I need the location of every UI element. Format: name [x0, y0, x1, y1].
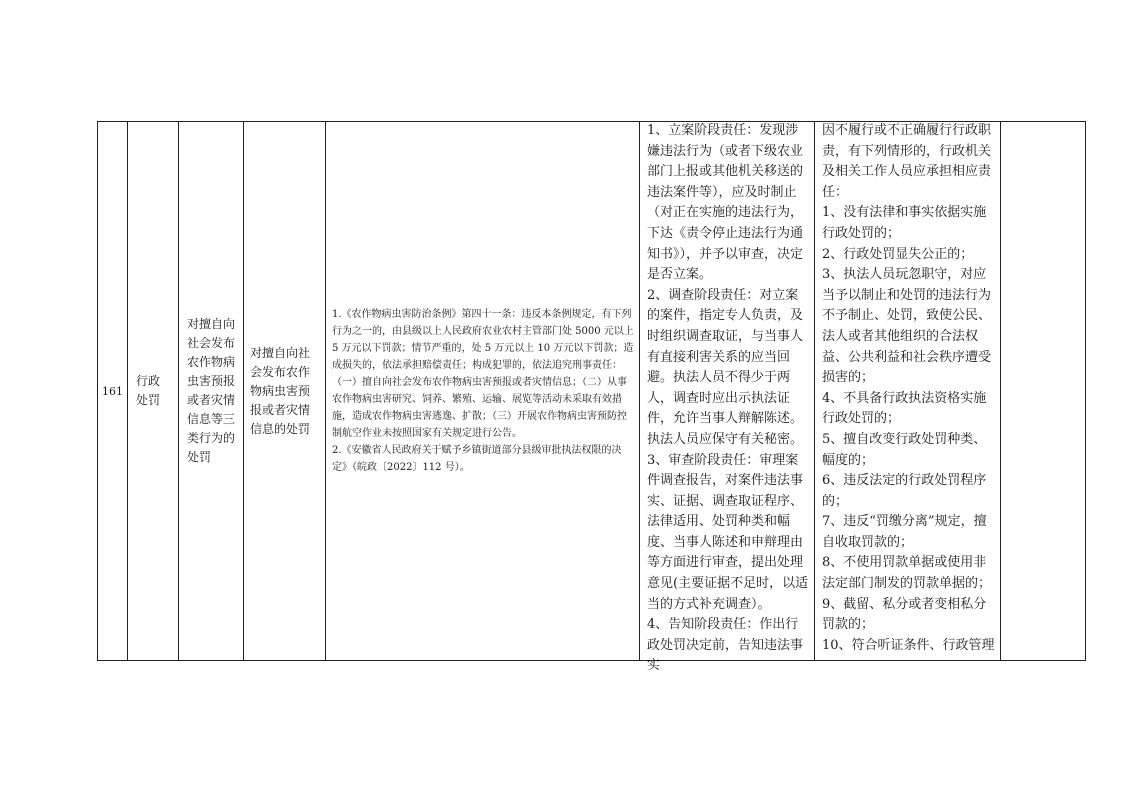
accountability-item: 1、没有法律和事实依据实施行政处罚的； — [822, 205, 987, 241]
accountability-item: 5、擅自改变行政处罚种类、幅度的； — [822, 431, 987, 468]
accountability-item: 10、符合听证条件、行政管理 — [822, 637, 995, 653]
accountability-item: 8、不使用罚款单据或使用非法定部门制发的罚款单据的； — [822, 555, 992, 592]
cell-remarks — [1001, 121, 1086, 661]
cell-responsibilities — [640, 121, 815, 674]
cell-sub-item — [244, 121, 326, 661]
accountability-item: 因不履行或不正确履行行政职责，有下列情形的，行政机关及相关工作人员应承担相应责任： — [822, 123, 992, 200]
item-name: 对擅自向社会发布农作物病虫害预报或者灾情信息等三类行为的处罚 — [187, 317, 236, 464]
accountability-item: 7、违反“罚缴分离”规定，擅自收取罚款的； — [822, 514, 987, 550]
cell-category — [128, 121, 179, 661]
accountability-item: 3、执法人员玩忽职守，对应当予以制止和处罚的违法行为不予制止、处罚，致使公民、法人或者其他组织的合法权益、公共利益和社会秩序遭受损害的； — [822, 267, 992, 386]
cell-number — [97, 121, 128, 661]
legal-basis — [326, 306, 640, 476]
legal-basis-item: 2.《安徽省人民政府关于赋予乡镇街道部分县级审批执法权限的决定》（皖政〔2022〕112 号）。 — [332, 445, 622, 473]
accountability-item: 9、截留、私分或者变相私分罚款的； — [822, 596, 987, 633]
cell-item-name — [179, 121, 244, 661]
cell-legal-basis — [326, 121, 640, 661]
responsibility-item: 1、立案阶段责任：发现涉嫌违法行为（或者下级农业部门上报或其他机关移送的违法案件等），应及时制止（对正在实施的违法行为，下达《责令停止违法行为通知书》），并予以审查，决定是否立案。 — [647, 123, 804, 283]
responsibility-item: 4、告知阶段责任：作出行政处罚决定前，告知违法事实 — [647, 617, 804, 674]
sub-item-name: 对擅自向社会发布农作物病虫害预报或者灾情信息的处罚 — [250, 345, 311, 436]
responsibility-item: 2、调查阶段责任：对立案的案件，指定专人负责，及时组织调查取证，与当事人有直接利害关系的应当回避。执法人员不得少于两人，调查时应出示执法证件，允许当事人辩解陈述。执法人员应保守有关秘密。 — [647, 287, 804, 447]
legal-basis-item: 1.《农作物病虫害防治条例》第四十一条：违反本条例规定，有下列行为之一的，由县级以上人民政府农业农村主管部门处 5000 元以上 5 万元以下罚款；情节严重的，处 5 万元以上 10 万元以下罚款；造成损失的，依法承担赔偿责任；构成犯罪的，依法追究刑事责任：（一）擅自向社会发布农作物病虫害预报或者灾情信息；（二）从事农作物病虫害研究、饲养、繁殖、运输、展览等活动未采取有效措施，造成农作物病虫害逃逸、扩散；（三）开展农作物病虫害预防控制航空作业未按照国家有关规定进行公告。 — [332, 309, 634, 439]
responsibility-item: 3、审查阶段责任：审理案件调查报告，对案件违法事实、证据、调查取证程序、法律适用、处罚种类和幅度、当事人陈述和申辩理由等方面进行审查，提出处理意见(主要证据不足时，以适当的方式补充调查）。 — [647, 452, 809, 612]
row-number: 161 — [102, 384, 123, 398]
powers-table — [97, 121, 1086, 674]
cell-accountability — [815, 121, 1001, 661]
accountability-item: 2、行政处罚显失公正的； — [822, 246, 974, 262]
power-category: 行政处罚 — [136, 374, 161, 407]
accountability-item: 6、违反法定的行政处罚程序的； — [822, 473, 987, 509]
accountability-item: 4、不具备行政执法资格实施行政处罚的； — [822, 390, 987, 427]
